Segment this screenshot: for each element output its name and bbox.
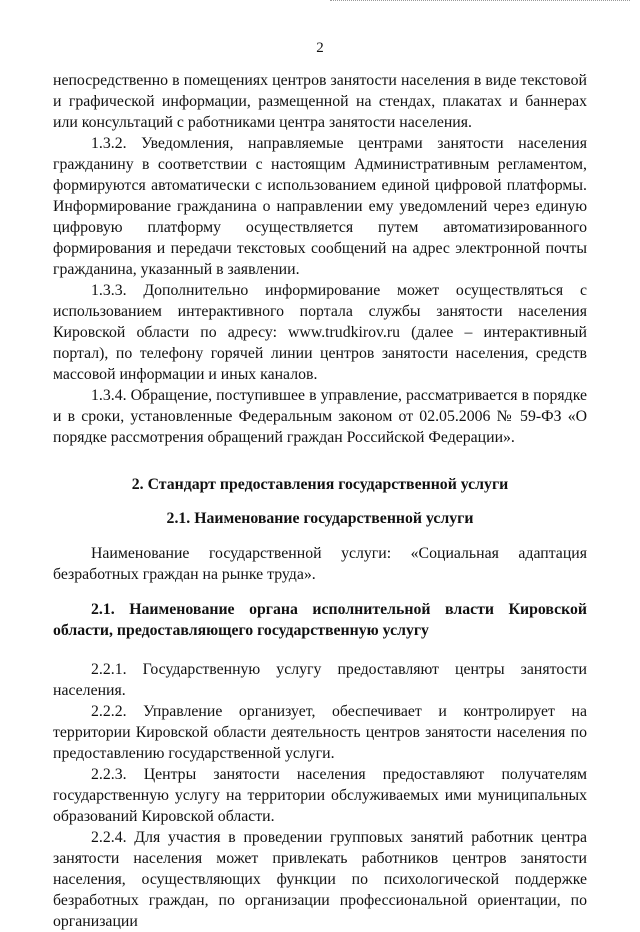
page-number: 2 xyxy=(316,40,324,56)
paragraph-1-3-3: 1.3.3. Дополнительно информирование может осуществляться с использованием интерактивного портала службы занятости населения Кировской области по адресу: www.trudkirov.ru (далее – интерактивный портал), по телефону горячей линии центров занятости населения, средств массовой информации и иных каналов. xyxy=(53,282,587,383)
paragraph-2-2-1: 2.2.1. Государственную услугу предоставляют центры занятости населения. xyxy=(53,661,587,699)
document-body xyxy=(53,70,587,932)
paragraph-continuation: непосредственно в помещениях центров занятости населения в виде текстовой и графической информации, размещенной на стендах, плакатах и баннерах или консультаций с работниками центра занятости населения. xyxy=(53,72,587,131)
paragraph-2-2-3: 2.2.3. Центры занятости населения предоставляют получателям государственную услугу на территории обслуживаемых ими муниципальных образований Кировской области. xyxy=(53,766,587,825)
section-2-2-heading: 2.1. Наименование органа исполнительной власти Кировской области, предоставляющего государственную услугу xyxy=(53,601,587,639)
section-2-1-heading: 2.1. Наименование государственной услуги xyxy=(166,510,474,527)
paragraph-2-2-4: 2.2.4. Для участия в проведении групповых занятий работник центра занятости населения может привлекать работников центров занятости населения, осуществляющих функции по психологической поддержке безработных граждан, по организации профессиональной ориентации, по организации xyxy=(53,829,587,930)
paragraph-2-1: Наименование государственной услуги: «Социальная адаптация безработных граждан на рынке труда». xyxy=(53,545,587,583)
paragraph-2-2-2: 2.2.2. Управление организует, обеспечивает и контролирует на территории Кировской области деятельность центров занятости населения по предоставлению государственной услуги. xyxy=(53,703,587,762)
spacer xyxy=(53,448,587,460)
paragraph-1-3-4: 1.3.4. Обращение, поступившее в управление, рассматривается в порядке и в сроки, установленные Федеральным законом от 02.05.2006 № 59-ФЗ «О порядке рассмотрения обращений граждан Российской Федерации». xyxy=(53,387,587,446)
section-2-heading: 2. Стандарт предоставления государственной услуги xyxy=(131,476,509,493)
paragraph-1-3-2: 1.3.2. Уведомления, направляемые центрами занятости населения гражданину в соответствии с настоящим Административным регламентом, формируются автоматически с использованием единой цифровой платформы. Информирование гражданина о направлении ему уведомлений через единую цифровую платформу осуществляется путем автоматизированного формирования и передачи текстовых сообщений на адрес электронной почты гражданина, указанный в заявлении. xyxy=(53,135,587,278)
scan-edge-line xyxy=(330,0,630,2)
